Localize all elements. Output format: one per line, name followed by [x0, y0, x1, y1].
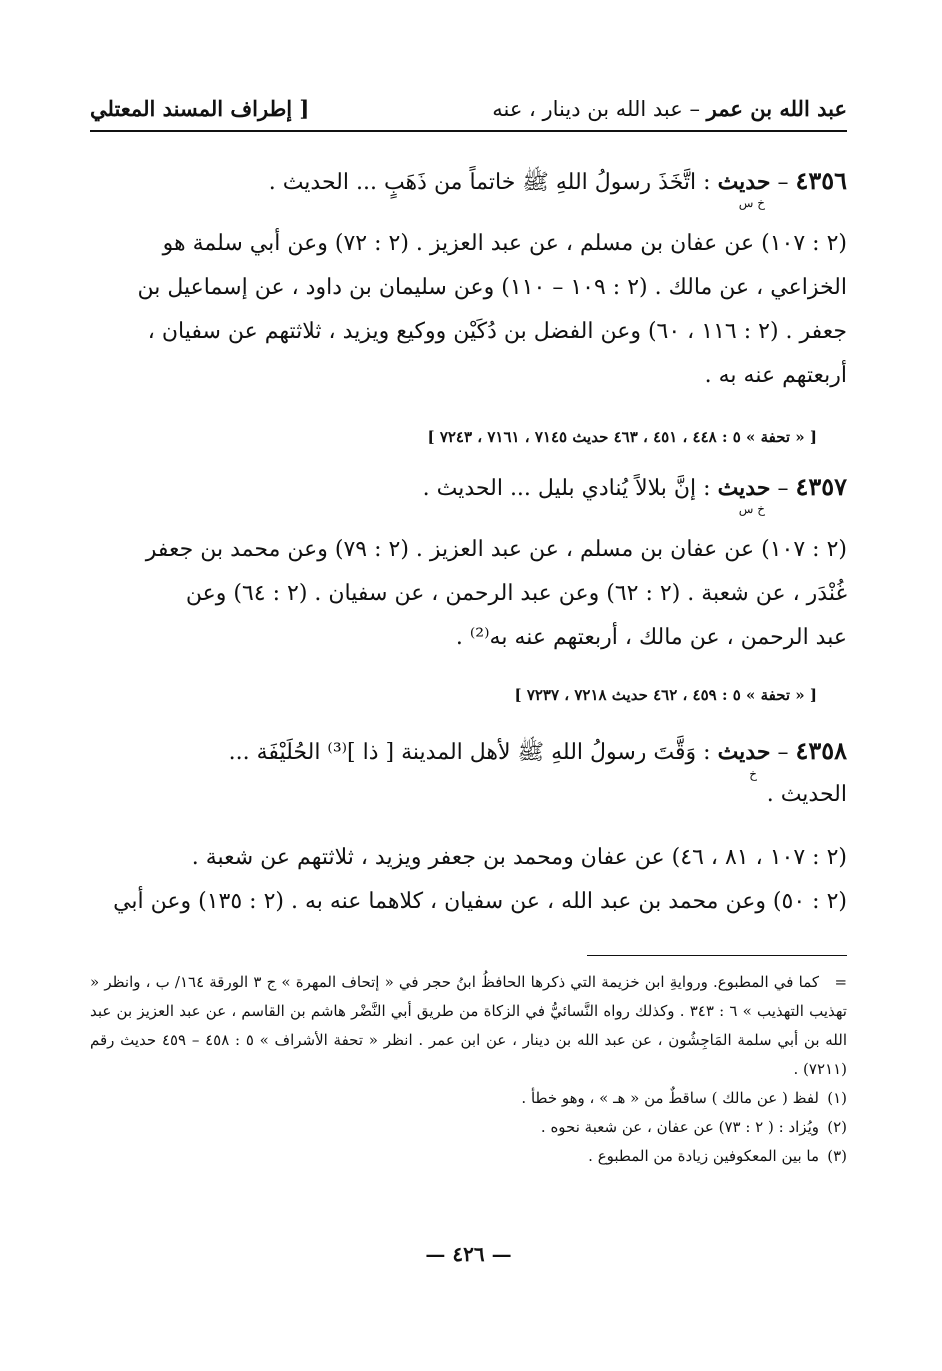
hadith-sigla: خ س: [738, 196, 765, 210]
footnote-3: [90, 1142, 847, 1171]
footnote-text: لفظ ( عن مالك ) ساقطٌ من « هـ » ، وهو خطأ .: [521, 1089, 819, 1107]
hadith-number: ٤٣٥٨: [795, 736, 847, 765]
hadith-4357-body: [90, 528, 847, 660]
body-line: عبد الرحمن ، عن مالك ، أربعتهم عنه به⁽²⁾ .: [455, 625, 847, 650]
hadith-text: : اتَّخَذَ رسولُ اللهِ ﷺ خاتماً من ذَهَبٍ ... الحديث .: [268, 170, 711, 195]
hadith-text: : وَقَّتَ رسولُ اللهِ ﷺ لأهل المدينة [ ذا ]⁽³⁾ الحُلَيْفَة ...: [228, 740, 711, 765]
footnote-mark: (٢): [827, 1118, 847, 1136]
footnote-mark: (٣): [827, 1147, 847, 1165]
footnote-rule: [587, 955, 847, 956]
body-line: (٢ : ٥٠) وعن محمد بن عبد الله ، عن سفيان ، كلاهما عنه به . (٢ : ١٣٥) وعن أبي: [113, 889, 847, 914]
tuhfa-reference: [ « تحفة » ٥ : ٤٤٨ ، ٤٥١ ، ٤٦٣ حديث ٧١٤٥ ، ٧١٦١ ، ٧٢٤٣ ]: [427, 428, 817, 446]
hadith-4358-body: [90, 836, 847, 924]
footnote-text: ويُزاد : ( ٢ : ٧٣) عن عفان ، عن شعبة نحوه .: [540, 1118, 819, 1136]
hadith-4356-heading: [90, 160, 847, 204]
header-rule: [90, 130, 847, 132]
footnote-text: ما بين المعكوفين زيادة من المطبوع .: [588, 1147, 819, 1165]
footnote-continuation: [90, 968, 847, 1084]
hadith-sigla: خ: [749, 767, 757, 781]
footnote-2: [90, 1113, 847, 1142]
header-title: [492, 96, 847, 121]
hadith-number: ٤٣٥٧: [795, 472, 847, 501]
body-line: الخزاعي ، عن مالك . (٢ : ١٠٩ – ١١٠) وعن سليمان بن داود ، عن إسماعيل بن: [137, 275, 847, 300]
hadith-4356-body: [90, 222, 847, 398]
hadith-4358-heading: [90, 730, 847, 816]
hadith-text: : إنَّ بلالاً يُنادي بليل ... الحديث .: [422, 476, 711, 501]
running-header: [90, 92, 847, 130]
tuhfa-reference: [ « تحفة » ٥ : ٤٥٩ ، ٤٦٢ حديث ٧٢١٨ ، ٧٢٣٧ ]: [514, 686, 817, 704]
page-number: — ٤٢٦ —: [425, 1242, 512, 1266]
hadith-text-continued: الحديث .: [766, 782, 847, 807]
hadith-dash: –: [777, 476, 789, 501]
hadith-sigla: خ س: [738, 502, 765, 516]
body-line: (٢ : ١٠٧) عن عفان بن مسلم ، عن عبد العزيز . (٢ : ٧٢) وعن أبي سلمة هو: [162, 231, 847, 256]
header-book-title: [ إطراف المسند المعتلي: [90, 96, 310, 121]
footnote-mark: (١): [827, 1089, 847, 1107]
body-line: غُنْدَر ، عن شعبة . (٢ : ٦٢) وعن عبد الرحمن ، عن سفيان . (٢ : ٦٤) وعن: [185, 581, 847, 606]
header-title-bold: عبد الله بن عمر: [706, 96, 847, 121]
hadith-keyword: حديث: [717, 169, 771, 195]
hadith-dash: –: [777, 170, 789, 195]
footnote-1: [90, 1084, 847, 1113]
hadith-keyword: حديث: [717, 475, 771, 501]
body-line: (٢ : ١٠٧ ، ٨١ ، ٤٦) عن عفان ومحمد بن جعفر ويزيد ، ثلاثتهم عن شعبة .: [191, 845, 847, 870]
footnotes: [90, 968, 847, 1171]
continuation-mark: =: [834, 973, 848, 991]
page: [90, 0, 847, 1371]
header-title-rest: – عبد الله بن دينار ، عنه: [492, 97, 700, 121]
hadith-keyword: حديث: [717, 739, 771, 765]
body-line: جعفر . (٢ : ١١٦ ، ٦٠) وعن الفضل بن دُكَيْن ووكيع ويزيد ، ثلاثتهم عن سفيان ،: [147, 319, 847, 344]
body-line: أربعتهم عنه به .: [704, 363, 847, 388]
footnote-text: كما في المطبوع. وروايةِ ابن خزيمة التي ذكرها الحافظُ ابنُ حجر في « إتحاف المهرة » ج ٣ الورقة ١٦٤/ ب ، وانظر « تهذيب التهذيب » ٦ : ٣٤٣ . وكذلك رواه النَّسائيُّ في الزكاة من طريق أبي النَّضْر هاشم بن القاسم ، عن عبد العزيز بن عبد الله بن أبي سلمة المَاجِشُون ، عن عبد الله بن دينار ، عن ابن عمر . انظر « تحفة الأشراف » ٥ : ٤٥٨ – ٤٥٩ حديث رقم (٧٢١١) .: [90, 973, 848, 1078]
hadith-dash: –: [777, 740, 789, 765]
hadith-number: ٤٣٥٦: [795, 166, 847, 195]
hadith-4357-heading: [90, 466, 847, 510]
body-line: (٢ : ١٠٧) عن عفان بن مسلم ، عن عبد العزيز . (٢ : ٧٩) وعن محمد بن جعفر: [145, 537, 847, 562]
